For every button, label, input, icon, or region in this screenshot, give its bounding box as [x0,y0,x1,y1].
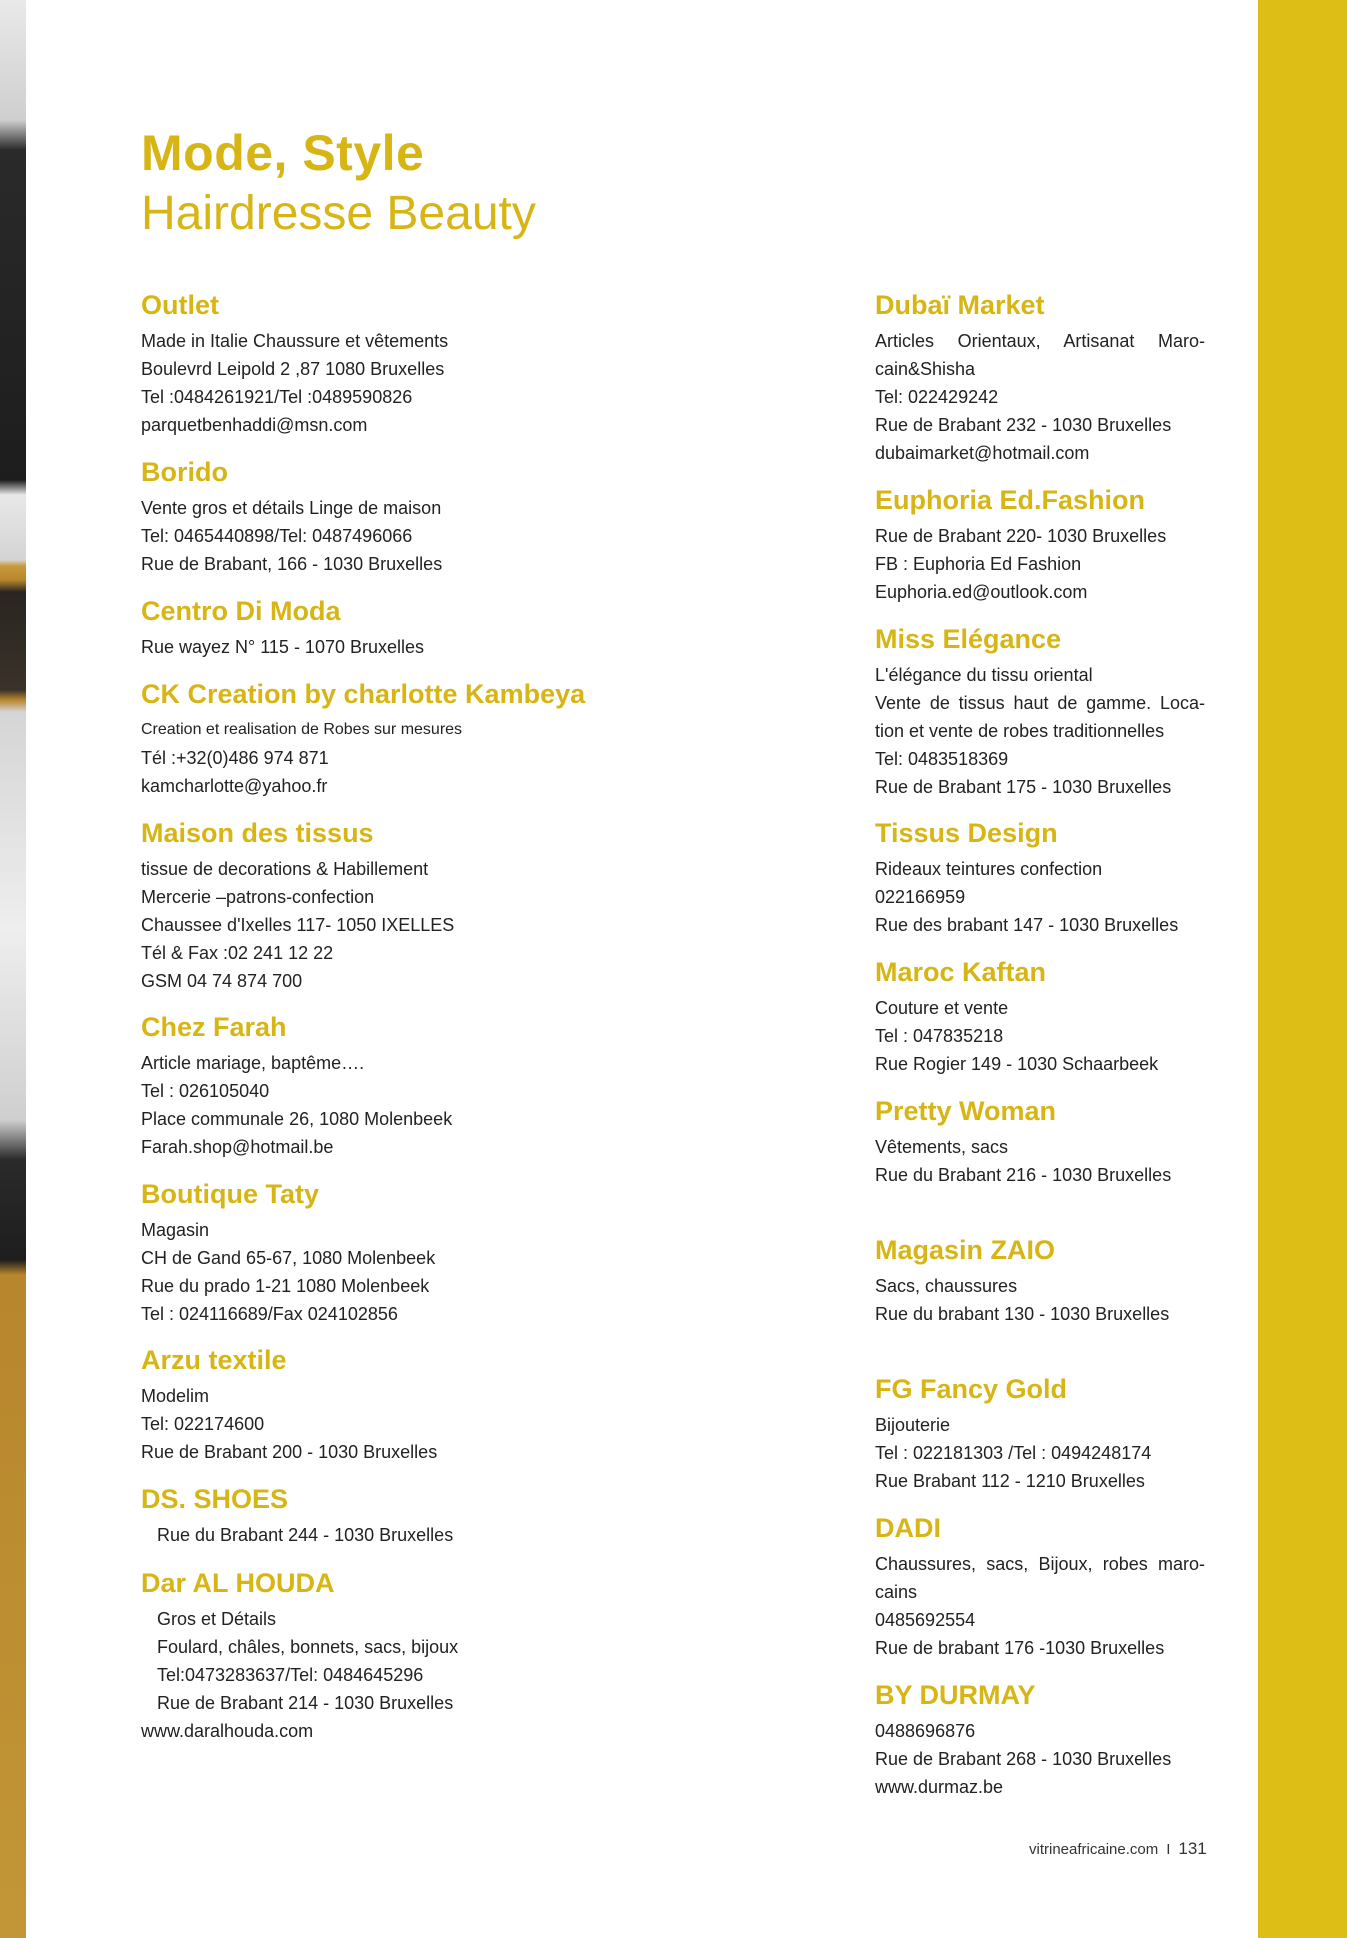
listing-detail-line: Article mariage, baptême…. [141,1053,365,1073]
listing-contact-link[interactable]: kamcharlotte@yahoo.fr [141,776,328,796]
listing-detail-line: Rue Brabant 112 - 1210 Bruxelles [875,1471,1145,1491]
listing-detail-line: Rue de Brabant, 166 - 1030 Bruxelles [141,554,443,574]
listing-contact-link[interactable]: dubaimarket@hotmail.com [875,443,1090,463]
right-yellow-band [1258,0,1347,1938]
page-footer [1029,1839,1207,1859]
listing-detail-line: Rue wayez N° 115 - 1070 Bruxelles [141,637,425,657]
listing-arzu-textile [141,1344,471,1466]
listing-detail-line: Articles Orientaux, Artisanat Maro- [875,331,1205,351]
listing-maroc-kaftan [875,956,1205,1078]
listing-detail-line: Rue de Brabant 214 - 1030 Bruxelles [157,1693,454,1713]
left-edge-photo-strip [0,0,26,1938]
listing-detail-line: Tel : 047835218 [875,1026,1004,1046]
listing-detail-line: Foulard, châles, bonnets, sacs, bijoux [157,1637,459,1657]
listing-detail-line: Couture et vente [875,998,1009,1018]
listing-chez-farah [141,1011,471,1161]
listing-fg-fancy-gold [875,1373,1205,1495]
listing-by-durmay [875,1679,1205,1801]
footer-site: vitrineafricaine.com [1029,1841,1159,1858]
listing-dubai-market [875,289,1205,467]
listing-detail-line: cains [875,1582,918,1602]
listing-name: Chez Farah [141,1012,287,1042]
listing-contact-link[interactable]: www.durmaz.be [875,1777,1004,1797]
page-title: Mode, Style [141,125,425,181]
listing-detail-line: cain&Shisha [875,359,976,379]
listing-pretty-woman [875,1095,1205,1189]
listing-detail-line: Rue de Brabant 268 - 1030 Bruxelles [875,1749,1172,1769]
listing-name: Pretty Woman [875,1096,1057,1126]
listing-name: Tissus Design [875,818,1058,848]
listing-detail-line: Creation et realisation de Robes sur mesures [141,721,463,738]
listing-maison-des-tissus [141,817,471,995]
listing-name: Miss Elégance [875,624,1062,654]
listing-detail-line: Vente gros et détails Linge de maison [141,498,442,518]
listing-detail-line: GSM 04 74 874 700 [141,971,303,991]
listing-detail-line: tissue de decorations & Habillement [141,859,429,879]
listing-contact-link[interactable]: Euphoria.ed@outlook.com [875,582,1088,602]
listing-name: Arzu textile [141,1345,287,1375]
listing-detail-line: CH de Gand 65-67, 1080 Molenbeek [141,1248,436,1268]
listing-detail-line: Tel : 022181303 /Tel : 0494248174 [875,1443,1152,1463]
listing-name: Euphoria Ed.Fashion [875,485,1146,515]
listing-detail-line: Boulevrd Leipold 2 ,87 1080 Bruxelles [141,359,445,379]
listing-detail-line: Rue de Brabant 232 - 1030 Bruxelles [875,415,1172,435]
listing-detail-line: tion et vente de robes traditionnelles [875,721,1165,741]
listing-detail-line: Bijouterie [875,1415,951,1435]
listing-name: Outlet [141,290,219,320]
listing-boutique-taty [141,1178,471,1328]
listing-detail-line: Tel: 0483518369 [875,749,1009,769]
listing-name: Centro Di Moda [141,596,341,626]
listing-detail-line: Chaussures, sacs, Bijoux, robes maro- [875,1554,1205,1574]
listing-detail-line: 022166959 [875,887,966,907]
listing-magasin-zaio [875,1234,1205,1328]
listing-detail-line: 0488696876 [875,1721,976,1741]
listing-detail-line: Place communale 26, 1080 Molenbeek [141,1109,453,1129]
listing-detail-line: 0485692554 [875,1610,976,1630]
listing-detail-line: Made in Italie Chaussure et vêtements [141,331,449,351]
listing-detail-line: Rue du brabant 130 - 1030 Bruxelles [875,1304,1170,1324]
listing-name: Maison des tissus [141,818,374,848]
listing-ck-creation-by-charlotte-kambeya [141,678,586,800]
listing-dadi [875,1512,1205,1662]
listing-detail-line: Tel: 022174600 [141,1414,265,1434]
listing-detail-line: Rue du prado 1-21 1080 Molenbeek [141,1276,430,1296]
listing-detail-line: Tel : 026105040 [141,1081,270,1101]
listing-detail-line: Mercerie –patrons-confection [141,887,375,907]
listing-borido [141,456,471,578]
listing-detail-line: Tel: 022429242 [875,387,999,407]
listing-name: Maroc Kaftan [875,957,1047,987]
listing-detail-line: Rue du Brabant 216 - 1030 Bruxelles [875,1165,1172,1185]
listing-contact-link[interactable]: parquetbenhaddi@msn.com [141,415,368,435]
listing-detail-line: Vente de tissus haut de gamme. Loca- [875,693,1205,713]
listing-outlet [141,289,471,439]
listing-detail-line: Tel:0473283637/Tel: 0484645296 [157,1665,424,1685]
listing-detail-line: Rue de Brabant 175 - 1030 Bruxelles [875,777,1172,797]
listing-euphoria-ed-fashion [875,484,1205,606]
listing-detail-line: Tel: 0465440898/Tel: 0487496066 [141,526,413,546]
footer-separator: I [1166,1841,1171,1858]
listing-name: Dar AL HOUDA [141,1568,335,1598]
listing-detail-line: L'élégance du tissu oriental [875,665,1093,685]
listing-miss-elegance [875,623,1205,801]
listing-contact-link[interactable]: www.daralhouda.com [141,1721,314,1741]
listing-detail-line: Rue Rogier 149 - 1030 Schaarbeek [875,1054,1159,1074]
listing-detail-line: Chaussee d'Ixelles 117- 1050 IXELLES [141,915,455,935]
page-number: 131 [1178,1839,1207,1858]
listing-name: BY DURMAY [875,1680,1036,1710]
page-subtitle: Hairdresse Beauty [141,187,536,240]
listing-detail-line: Vêtements, sacs [875,1137,1009,1157]
listing-detail-line: Gros et Détails [157,1609,277,1629]
listing-detail-line: Rue de Brabant 200 - 1030 Bruxelles [141,1442,438,1462]
listing-ds-shoes [141,1483,471,1549]
listing-detail-line: Tél & Fax :02 241 12 22 [141,943,334,963]
listing-centro-di-moda [141,595,471,661]
listing-detail-line: Rue du Brabant 244 - 1030 Bruxelles [157,1525,454,1545]
listing-detail-line: Tel : 024116689/Fax 024102856 [141,1304,398,1324]
listing-name: DADI [875,1513,941,1543]
listing-detail-line: Rue des brabant 147 - 1030 Bruxelles [875,915,1179,935]
listing-name: CK Creation by charlotte Kambeya [141,679,586,709]
listing-detail-line: Rue de Brabant 220- 1030 Bruxelles [875,526,1167,546]
listing-name: DS. SHOES [141,1484,289,1514]
listing-detail-line: FB : Euphoria Ed Fashion [875,554,1082,574]
listing-detail-line: Tel :0484261921/Tel :0489590826 [141,387,413,407]
listing-detail-line: Magasin [141,1220,210,1240]
listing-detail-line: Modelim [141,1386,210,1406]
listing-detail-line: Rue de brabant 176 -1030 Bruxelles [875,1638,1165,1658]
listing-tissus-design [875,817,1205,939]
listing-name: Magasin ZAIO [875,1235,1056,1265]
listing-name: Dubaï Market [875,290,1045,320]
listing-detail-line: Rideaux teintures confection [875,859,1103,879]
listing-detail-line: Tél :+32(0)486 974 871 [141,748,329,768]
listing-name: Borido [141,457,228,487]
listing-name: FG Fancy Gold [875,1374,1068,1404]
listing-name: Boutique Taty [141,1179,319,1209]
listing-dar-al-houda [141,1567,471,1745]
listing-detail-line: Sacs, chaussures [875,1276,1018,1296]
listing-contact-link[interactable]: Farah.shop@hotmail.be [141,1137,334,1157]
